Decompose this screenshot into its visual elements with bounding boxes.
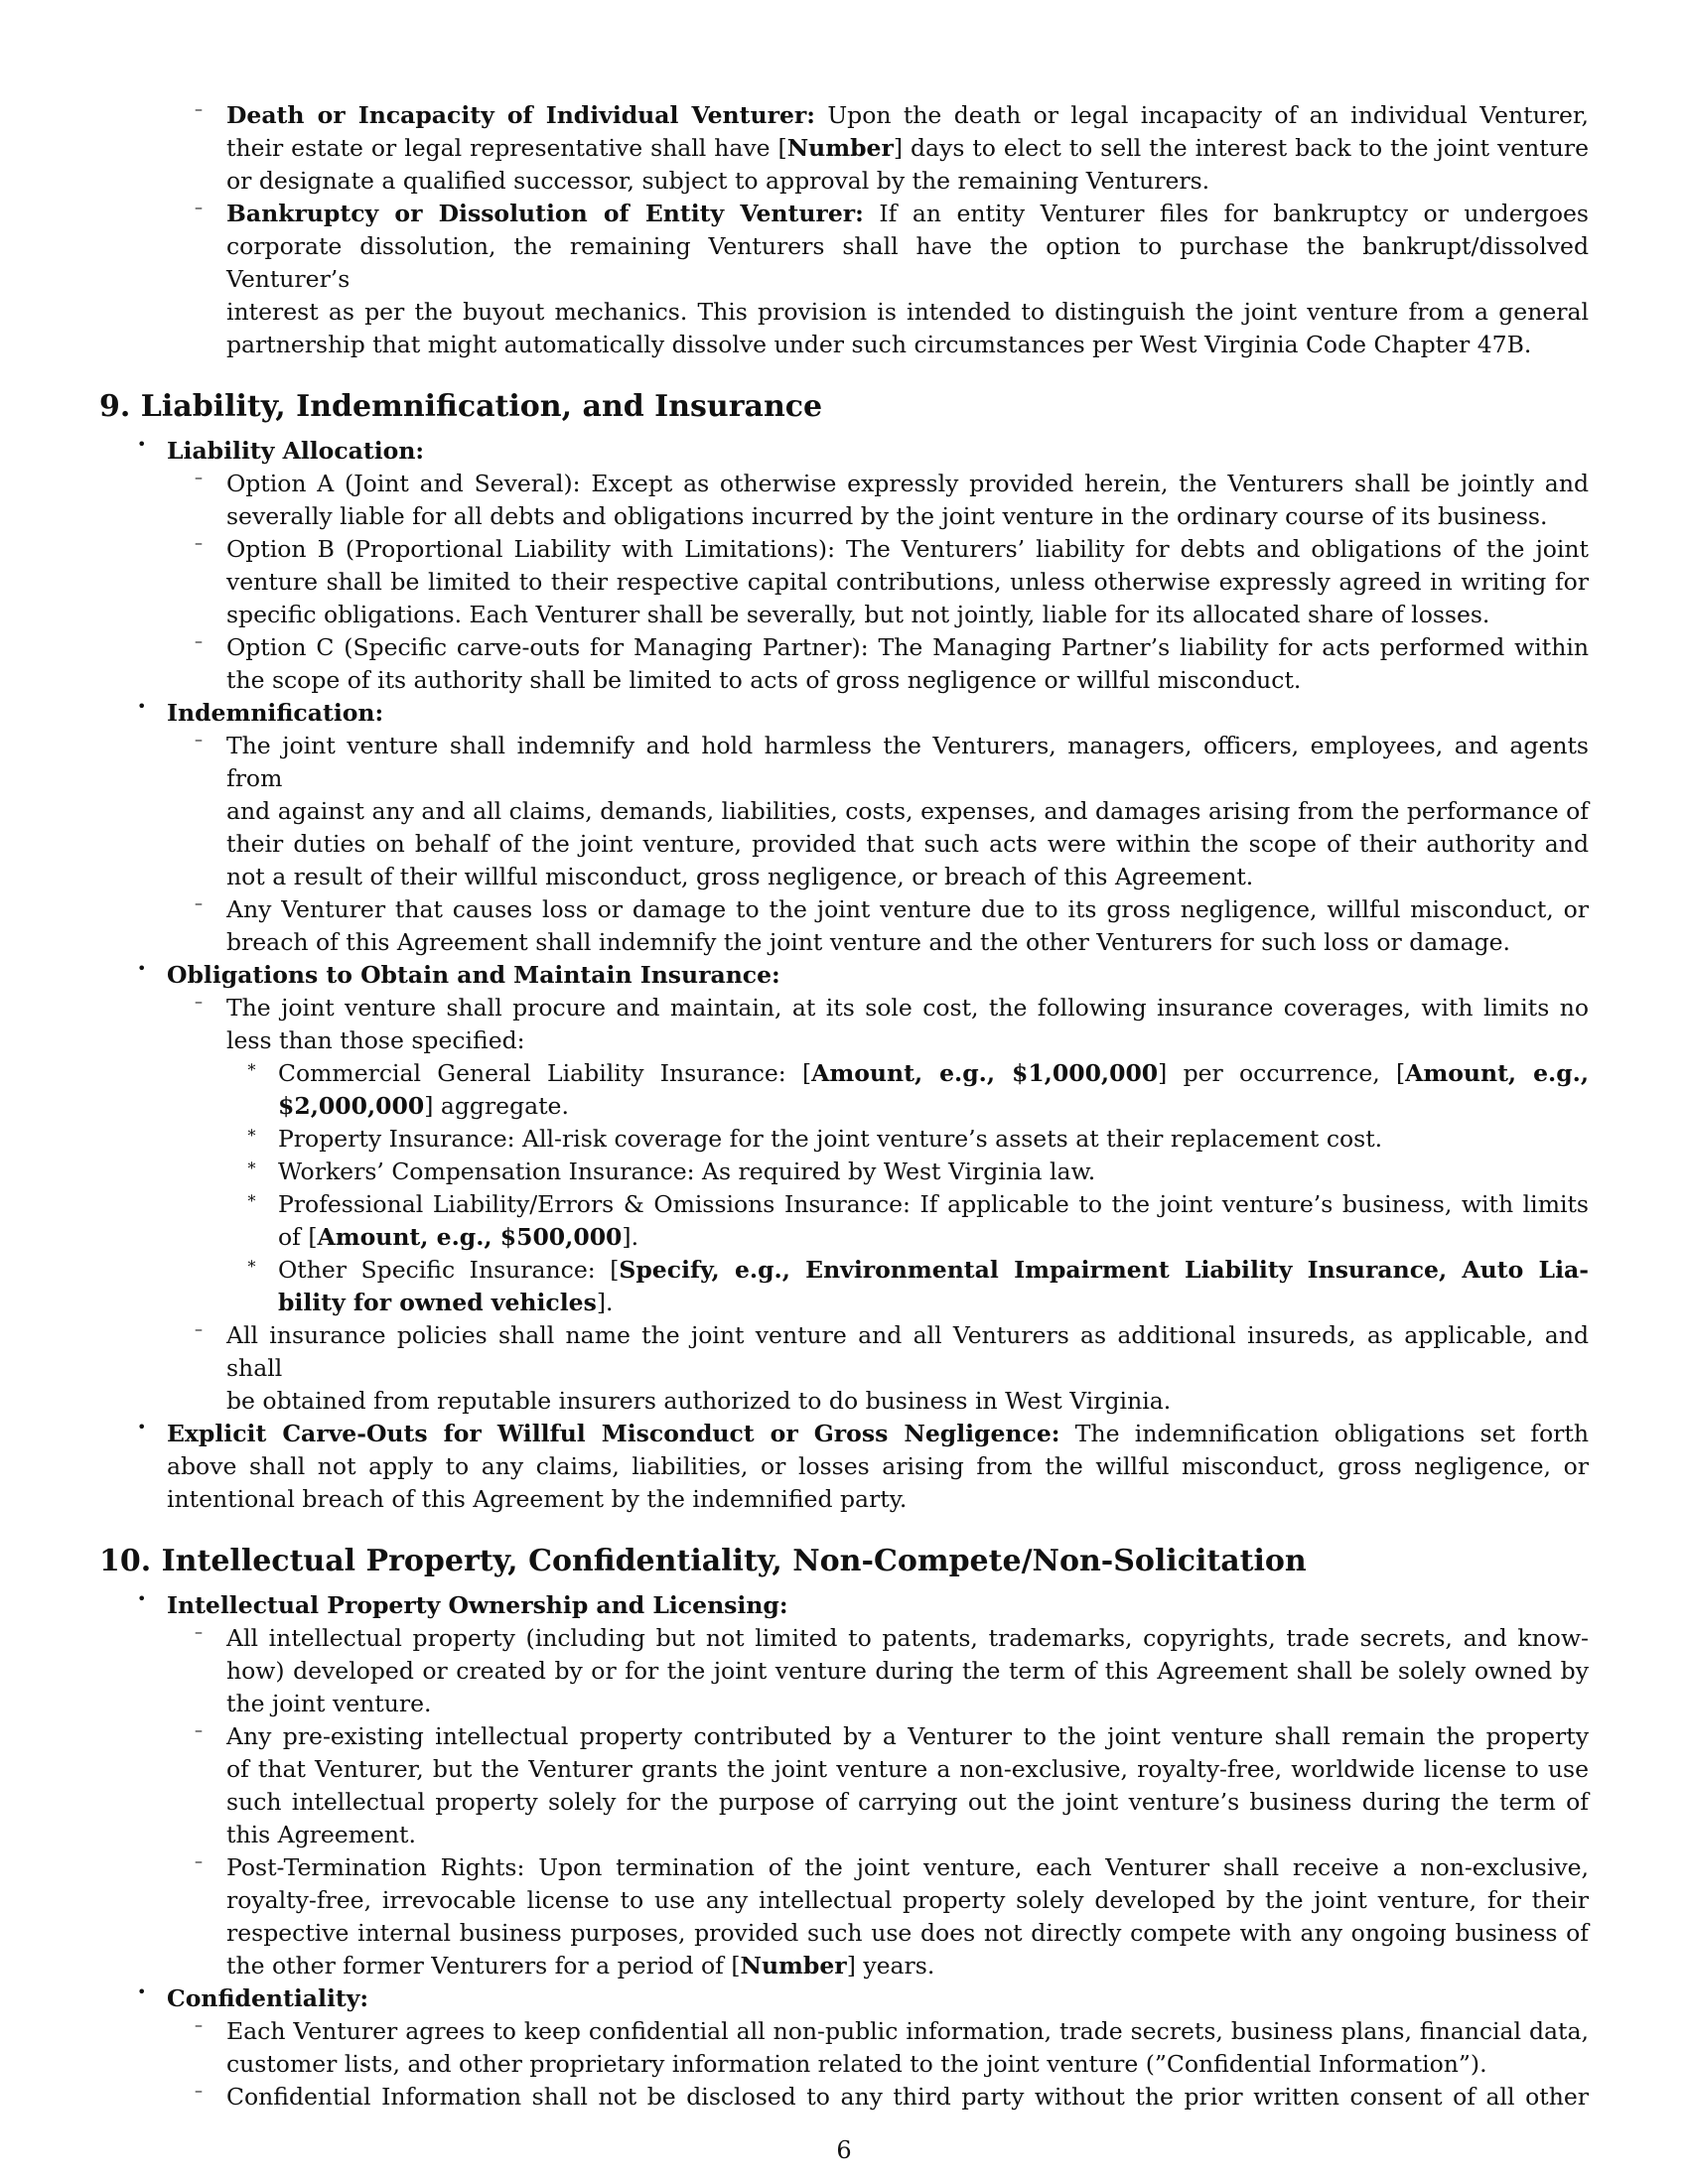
insurance-professional: ∗ Professional Liability/Errors & Omissions Insurance: If applicable to the joint venture’s business, with limits of [Amount, e.g., $500,000]. (246, 1188, 1589, 1251)
insurance-obligations: • Obligations to Obtain and Maintain Insurance: (137, 959, 780, 989)
indemnification-item-2: – Any Venturer that causes loss or damage to the joint venture due to its gross negligence, willful misconduct, or breach of this Agreement shall indemnify the joint venture and the other Venturers for such loss or damage. (195, 893, 1589, 956)
ip-item-2: – Any pre-existing intellectual property contributed by a Venturer to the joint venture shall remain the property of that Venturer, but the Venturer grants the joint venture a non-exclusive, royalty-free, worldwide license to use such intellectual property solely for the purpose of carrying out the joint venture’s business during the term of this Agreement. (195, 1720, 1589, 1848)
ip-item-3: – Post-Termination Rights: Upon termination of the joint venture, each Venturer shall receive a non-exclusive, royalty-free, irrevocable license to use any intellectual property solely developed by the joint venture, for their respective internal business purposes, provided such use does not directly compete with any ongoing business of the other former Venturers for a period of [Number] years. (195, 1851, 1589, 1979)
indemnification-item-1: – The joint venture shall indemnify and hold harmless the Venturers, managers, officers, employees, and agents from and against any and all claims, demands, liabilities, costs, expenses, and damages arising from the performance of their duties on behalf of the joint venture, provided that such acts were within the scope of their authority and not a result of their willful misconduct, gross negligence, or breach of this Agreement. (195, 730, 1589, 890)
insurance-item-1: – The joint venture shall procure and maintain, at its sole cost, the following insurance coverages, with limits no less than those specified: (195, 992, 1589, 1054)
insurance-workers-comp: ∗ Workers’ Compensation Insurance: As required by West Virginia law. (246, 1156, 1096, 1185)
confidentiality-item-2: – Confidential Information shall not be disclosed to any third party without the prior written consent of all other (195, 2081, 1589, 2111)
insurance-cgl: ∗ Commercial General Liability Insurance: [Amount, e.g., $1,000,000] per occurrence, [Amount, e.g., $2,000,000] aggregate. (246, 1057, 1590, 1120)
insurance-property: ∗ Property Insurance: All-risk coverage for the joint venture’s assets at their replacement cost. (246, 1123, 1383, 1153)
item-bankruptcy: – Bankruptcy or Dissolution of Entity Venturer: If an entity Venturer files for bankruptcy or undergoes corporate dissolution, the remaining Venturers shall have the option to purchase the bankrupt/dissolved Venturer’s interest as per the buyout mechanics. This provision is intended to distinguish the joint venture from a general partnership that might automatically dissolve under such circumstances per West Virginia Code Chapter 47B. (195, 198, 1589, 358)
option-c: – Option C (Specific carve-outs for Managing Partner): The Managing Partner’s liability for acts performed within the scope of its authority shall be limited to acts of gross negligence or willful misconduct. (195, 631, 1589, 694)
item-lead: Death or Incapacity of Individual Venturer: (226, 101, 815, 129)
bullet-marker: • (137, 435, 147, 454)
item-lead: Bankruptcy or Dissolution of Entity Venturer: (226, 200, 864, 227)
ip-item-1: – All intellectual property (including but not limited to patents, trademarks, copyrights, trade secrets, and know- how) developed or created by or for the joint venture during the term of this Agreement shall be solely owned by the joint venture. (195, 1622, 1589, 1717)
insurance-item-2: – All insurance policies shall name the joint venture and all Venturers as additional insureds, as applicable, and shall be obtained from reputable insurers authorized to do business in West Virginia. (195, 1319, 1589, 1415)
option-a: – Option A (Joint and Several): Except as otherwise expressly provided herein, the Venturers shall be jointly and severally liable for all debts and obligations incurred by the joint venture in the ordinary course of its business. (195, 468, 1589, 530)
indemnification: • Indemnification: (137, 697, 384, 727)
carve-outs: • Explicit Carve-Outs for Willful Misconduct or Gross Negligence: The indemnification obligations set forth above shall not apply to any claims, liabilities, or losses arising from the willful misconduct, gross negligence, or intentional breach of this Agreement by the indemnified party. (137, 1418, 1589, 1513)
insurance-other: ∗ Other Specific Insurance: [Specify, e.g., Environmental Impairment Liability Insurance, Auto Lia- bility for owned vehicles]. (246, 1254, 1589, 1316)
confidentiality-item-1: – Each Venturer agrees to keep confidential all non-public information, trade secrets, business plans, financial data, customer lists, and other proprietary information related to the joint venture (”Confidential Information”). (195, 2015, 1589, 2078)
section-10-heading: 10. Intellectual Property, Confidentiality, Non-Compete/Non-Solicitation (99, 1544, 1307, 1578)
ip-ownership: • Intellectual Property Ownership and Licensing: (137, 1589, 788, 1619)
document-page (99, 99, 1589, 2114)
dash-marker: – (195, 99, 203, 118)
page-number: 6 (836, 2136, 852, 2164)
liability-allocation: • Liability Allocation: (137, 435, 425, 465)
option-b: – Option B (Proportional Liability with Limitations): The Venturers’ liability for debts and obligations of the joint venture shall be limited to their respective capital contributions, unless otherwise expressly agreed in writing for specific obligations. Each Venturer shall be severally, but not jointly, liable for its allocated share of losses. (195, 533, 1589, 628)
confidentiality: • Confidentiality: (137, 1982, 369, 2012)
section-9-heading: 9. Liability, Indemnification, and Insurance (99, 389, 823, 424)
item-death-incapacity: – Death or Incapacity of Individual Venturer: Upon the death or legal incapacity of an individual Venturer, their estate or legal representative shall have [Number] days to elect to sell the interest back to the joint venture or designate a qualified successor, subject to approval by the remaining Venturers. (195, 99, 1590, 195)
dash-marker: – (195, 198, 203, 216)
